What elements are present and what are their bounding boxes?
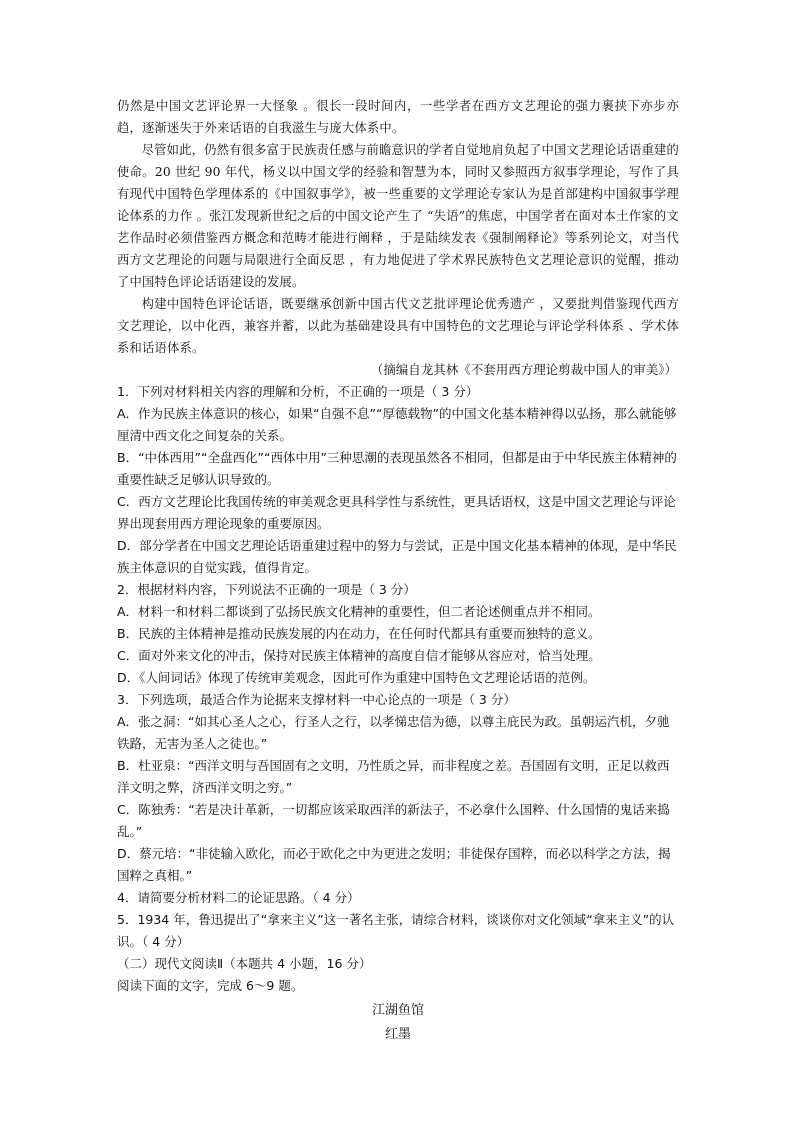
question-2-option-b: B．民族的主体精神是推动民族发展的内在动力，在任何时代都具有重要而独特的意义。 xyxy=(117,626,601,641)
passage-paragraph-3: 构建中国特色评论话语，既要继承创新中国古代文艺批评理论优秀遗产 ，又要批判借鉴现代西方文艺理论，以中化西，兼容并蓄，以此为基础建设具有中国特色的文艺理论与评论学科体系 、学术体系和话语体系。 xyxy=(117,297,679,355)
section-2-instruction: 阅读下面的文字，完成 6～9 题。 xyxy=(117,978,304,993)
question-3-stem: 3．下列选项，最适合作为论据来支撑材料一中心论点的一项是（ 3 分） xyxy=(117,692,516,707)
question-1-stem: 1．下列对材料相关内容的理解和分析，不正确的一项是（ 3 分） xyxy=(117,384,479,399)
question-1-option-c: C．西方文艺理论比我国传统的审美观念更具科学性与系统性，更具话语权，这是中国文艺理论与评论界出现套用西方理论现象的重要原因。 xyxy=(117,494,676,531)
question-2-option-a: A．材料一和材料二都谈到了弘扬民族文化精神的重要性，但二者论述侧重点并不相同。 xyxy=(117,604,601,619)
question-1-option-b: B．“中体西用”“全盘西化”“西体中用”三种思潮的表现虽然各不相同，但都是由于中华民族主体精神的重要性缺乏足够认识导致的。 xyxy=(117,450,677,487)
question-2-stem: 2．根据材料内容，下列说法不正确的一项是（ 3 分） xyxy=(117,582,416,597)
question-3-option-d: D．蔡元培：“非徒输入欧化，而必于欧化之中为更进之发明；非徒保存国粹，而必以科学之方法，揭国粹之真相。” xyxy=(117,846,671,883)
passage-paragraph-1: 仍然是中国文艺评论界一大怪象 。很长一段时间内，一些学者在西方文艺理论的强力裹挟下亦步亦趋，逐渐迷失于外来话语的自我滋生与庞大体系中。 xyxy=(117,99,679,135)
question-2-option-d: D．《人间词话》体现了传统审美观念，因此可作为重建中国特色文艺理论话语的范例。 xyxy=(117,670,596,685)
story-title-block xyxy=(117,999,679,1047)
question-5: 5．1934 年，鲁迅提出了“拿来主义”这一著名主张，请综合材料，谈谈你对文化领域“拿来主义”的认识。（ 4 分） xyxy=(117,912,675,949)
passage-paragraph-2: 尽管如此，仍然有很多富于民族责任感与前瞻意识的学者自觉地肩负起了中国文艺理论话语重建的使命。20 世纪 90 年代，杨义以中国文学的经验和智慧为本，同时又参照西方叙事学理论，写作了具有现代中国特色学理体系的《中国叙事学》，被一些重要的文学理论专家认为是首部建构中国叙事学理论体系的力作 。张江发现新世纪之后的中国文论产生了 “失语”的焦虑，中国学者在面对本土作家的文艺作品时必须借鉴西方概念和范畴才能进行阐释 ，于是陆续发表《强制阐释论》等系列论文，对当代西方文艺理论的问题与局限进行全面反思 ，有力地促进了学术界民族特色文艺理论意识的觉醒，推动了中国特色评论话语建设的发展。 xyxy=(117,143,679,289)
question-1-option-d: D．部分学者在中国文艺理论话语重建过程中的努力与尝试，正是中国文化基本精神的体现，是中华民族主体意识的自觉实践，值得肯定。 xyxy=(117,538,677,575)
story-title: 江湖鱼馆 xyxy=(371,1003,424,1018)
question-3-option-b: B．杜亚泉：“西洋文明与吾国固有之文明，乃性质之异，而非程度之差。吾国固有文明，正足以救西洋文明之弊，济西洋文明之穷。” xyxy=(117,758,670,795)
passage-source: （摘编自龙其林《不套用西方理论剪裁中国人的审美》） xyxy=(370,362,677,377)
exam-page xyxy=(117,95,679,1047)
story-author: 红墨 xyxy=(384,1027,411,1042)
question-3-option-c: C．陈独秀：“若是决计革新，一切都应该采取西洋的新法子，不必拿什么国粹、什么国情的鬼话来捣乱。” xyxy=(117,802,670,839)
question-2-option-c: C．面对外来文化的冲击，保持对民族主体精神的高度自信才能够从容应对，恰当处理。 xyxy=(117,648,601,663)
section-2-heading: （二）现代文阅读Ⅱ（本题共 4 小题，16 分） xyxy=(117,956,372,971)
question-1-option-a: A．作为民族主体意识的核心，如果“自强不息”“厚德载物”的中国文化基本精神得以弘扬，那么就能够厘清中西文化之间复杂的关系。 xyxy=(117,406,677,443)
question-3-option-a: A．张之洞：“如其心圣人之心，行圣人之行，以孝悌忠信为德，以尊主庇民为政。虽朝运汽机，夕驰铁路，无害为圣人之徒也。” xyxy=(117,714,670,751)
question-4: 4．请简要分析材料二的论证思路。（ 4 分） xyxy=(117,890,360,905)
